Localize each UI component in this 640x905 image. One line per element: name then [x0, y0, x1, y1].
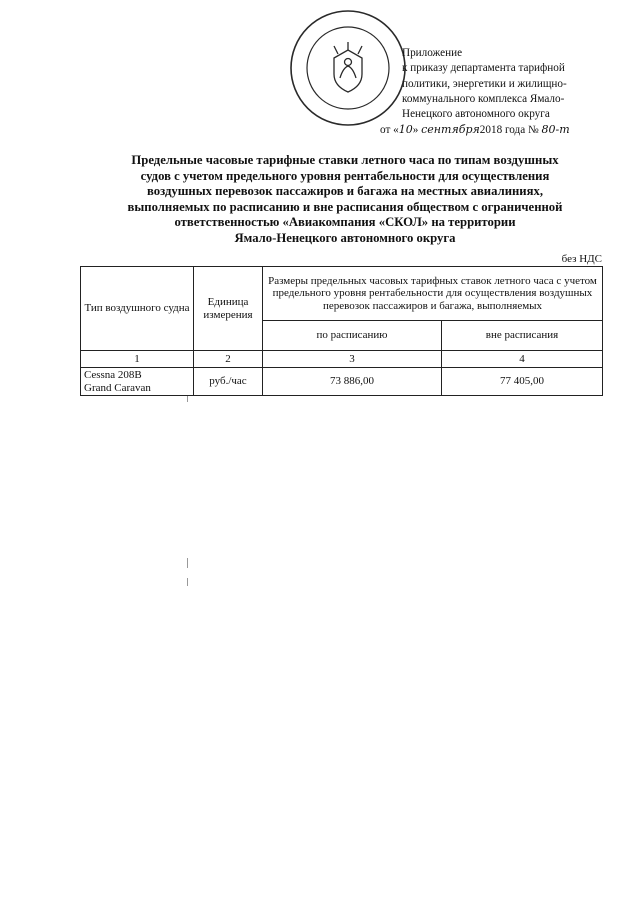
- column-number: 4: [442, 351, 603, 368]
- date-year: 2018 года №: [479, 124, 539, 137]
- date-day-close: »: [412, 124, 419, 137]
- title-line: воздушных перевозок пассажиров и багажа на местных авиалиниях,: [146, 184, 544, 198]
- seal-inner-ring: [307, 27, 389, 109]
- title-line: Ямало-Ненецкого автономного округа: [234, 230, 456, 245]
- appendix-line: к приказу департамента тарифной: [402, 62, 565, 75]
- table-row: [81, 368, 603, 396]
- date-prefix: от «: [380, 124, 399, 137]
- header-aircraft-type: Тип воздушного судна: [81, 267, 194, 351]
- header-unscheduled: вне расписания: [442, 321, 603, 351]
- title-line: ответственностью «Авиакомпания «СКОЛ» на территории: [174, 215, 516, 229]
- appendix-line: Ненецкого автономного округа: [402, 108, 550, 121]
- header-unit: Единица измерения: [194, 267, 263, 351]
- column-number: 1: [81, 351, 194, 368]
- appendix-line: Приложение: [402, 47, 463, 59]
- document-title: [80, 153, 610, 246]
- appendix-header: [380, 46, 612, 139]
- cell-aircraft: [81, 368, 194, 396]
- aircraft-name-line: Grand Caravan: [84, 381, 151, 394]
- cell-scheduled-rate: 73 886,00: [263, 368, 442, 396]
- column-number: 3: [263, 351, 442, 368]
- column-number: 2: [194, 351, 263, 368]
- scan-artifact: [187, 558, 188, 568]
- aircraft-name-line: Cessna 208B: [84, 369, 142, 381]
- date-day: 10: [398, 123, 413, 137]
- scan-artifact: [187, 578, 188, 586]
- appendix-date-line: [380, 122, 612, 138]
- header-rates-group: Размеры предельных часовых тарифных ставок летного часа с учетом предельного уровня рентабельности для осуществления воздушных перевозок пассажиров и багажа, выполняемых: [263, 267, 603, 321]
- header-scheduled: по расписанию: [263, 321, 442, 351]
- table-numbering-row: [81, 351, 603, 368]
- seal-emblem: [334, 42, 362, 92]
- cell-unscheduled-rate: 77 405,00: [442, 368, 603, 396]
- scan-artifact: [187, 396, 188, 402]
- appendix-line: коммунального комплекса Ямало-: [402, 92, 565, 105]
- table-header-row: [81, 267, 603, 321]
- date-month: сентября: [421, 123, 480, 137]
- vat-note: без НДС: [561, 253, 602, 265]
- title-line: Предельные часовые тарифные ставки летного часа по типам воздушных: [131, 153, 559, 167]
- tariff-table: [80, 266, 603, 396]
- appendix-line: политики, энергетики и жилищно-: [402, 77, 567, 90]
- cell-unit: руб./час: [194, 368, 263, 396]
- title-line: судов с учетом предельного уровня рентабельности для осуществления: [140, 168, 550, 183]
- order-number: 80-т: [541, 123, 570, 137]
- title-line: выполняемых по расписанию и вне расписания обществом с ограниченной: [127, 199, 563, 214]
